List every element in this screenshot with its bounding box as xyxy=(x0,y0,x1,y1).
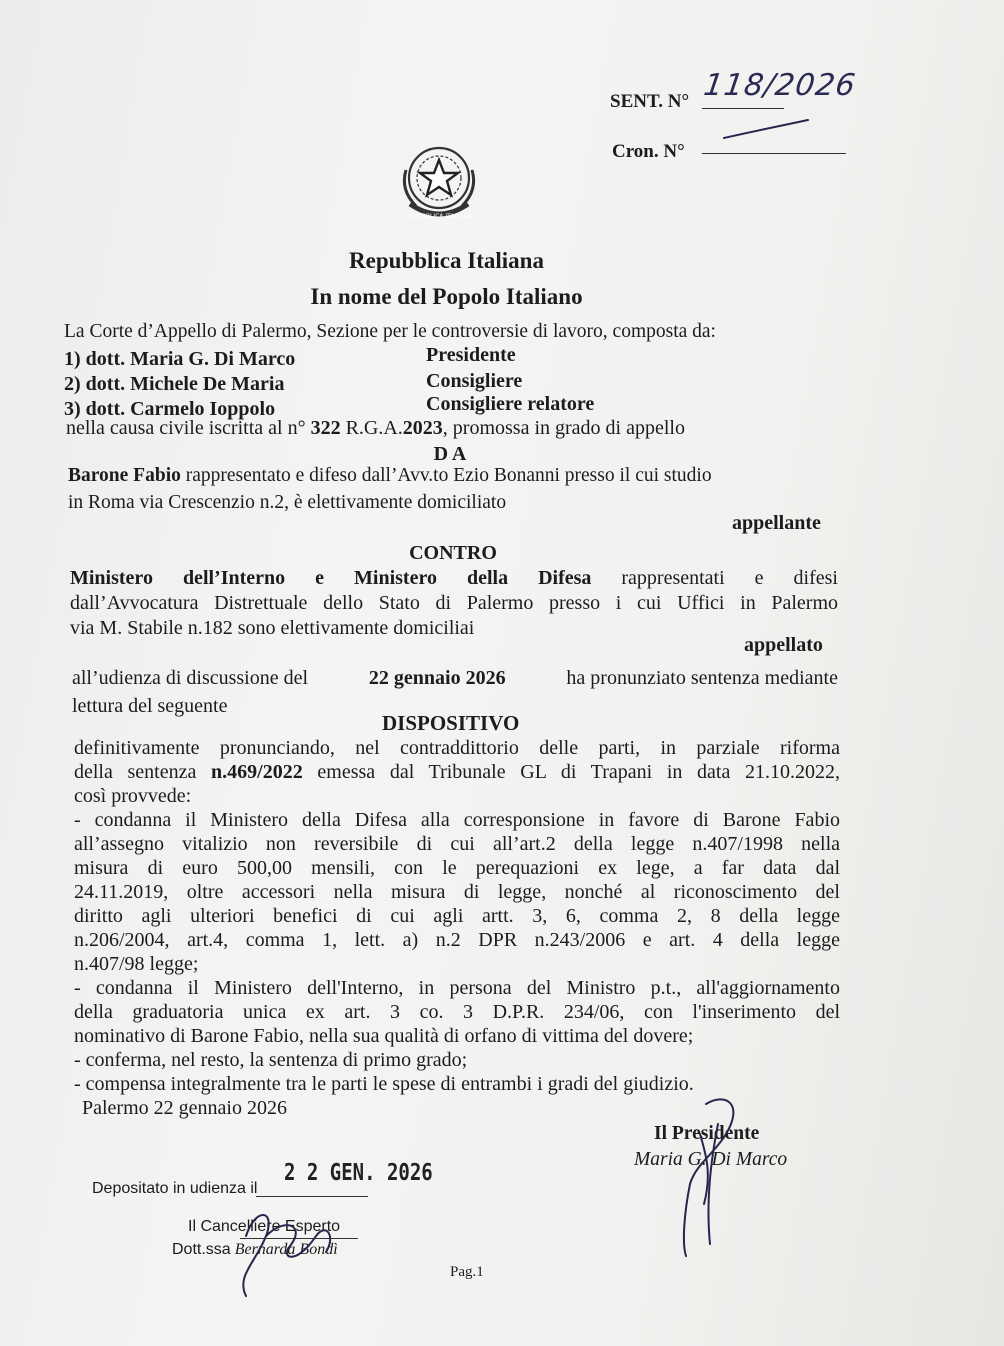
italian-republic-emblem xyxy=(396,140,482,226)
dispositivo-line: diritto agli ulteriori benefici di cui agli artt. 3, 6, comma 2, 8 della legge xyxy=(74,905,840,927)
sent-number-label: SENT. N° xyxy=(610,91,690,112)
judge-2-name: 2) dott. Michele De Maria xyxy=(64,373,285,395)
appellant-line-1: Barone Fabio rappresentato e difeso dall’Avv.to Ezio Bonanni presso il cui studio xyxy=(68,465,712,486)
contro-heading: CONTRO xyxy=(409,542,497,564)
judge-3-name: 3) dott. Carmelo Ioppolo xyxy=(64,398,276,420)
dispositivo-line: n.407/98 legge; xyxy=(74,953,199,975)
sent-number-handwritten: 118/2026 xyxy=(701,68,859,103)
dispositivo-line: - condanna il Ministero della Difesa alla corresponsione in favore di Barone Fabio xyxy=(74,809,840,831)
deposit-label: Depositato in udienza il xyxy=(92,1180,258,1197)
president-title: Il Presidente xyxy=(654,1123,760,1144)
dispositivo-line: della sentenza n.469/2022 emessa dal Tribunale GL di Trapani in data 21.10.2022, xyxy=(74,761,841,783)
title-people: In nome del Popolo Italiano xyxy=(310,284,583,309)
dispositivo-line: n.206/2004, art.4, comma 1, lett. a) n.2 DPR n.243/2006 e art. 4 della legge xyxy=(74,929,840,951)
clerk-name-line: Dott.ssa Bernarda Bondì xyxy=(172,1241,338,1258)
dispositivo-body xyxy=(74,736,840,1120)
dispositivo-heading: DISPOSITIVO xyxy=(382,711,520,735)
dispositivo-line: - conferma, nel resto, la sentenza di primo grado; xyxy=(74,1049,468,1071)
appellee-role: appellato xyxy=(744,634,823,656)
clerk-title: Il Cancelliere Esperto xyxy=(188,1218,341,1235)
dispositivo-line: nominativo di Barone Fabio, nella sua qualità di orfano di vittima del dovere; xyxy=(74,1025,694,1047)
clerk-signature xyxy=(226,1196,366,1306)
page-number: Pag.1 xyxy=(450,1264,484,1280)
case-reference: nella causa civile iscritta al n° 322 R.G.A.2023, promossa in grado di appello xyxy=(66,417,685,439)
hearing-line-1: all’udienza di discussione del 22 gennaio 2026 ha pronunziato sentenza mediante xyxy=(72,667,838,689)
cron-number-underline xyxy=(702,153,846,154)
cron-number-label: Cron. N° xyxy=(612,141,685,162)
president-signature xyxy=(666,1094,756,1264)
dispositivo-line: - compensa integralmente tra le parti le spese di entrambi i gradi del giudizio. xyxy=(74,1073,694,1095)
da-heading: D A xyxy=(433,443,467,465)
dispositivo-line: 24.11.2019, oltre accessori nella misura di legge, nonché al riconoscimento del xyxy=(74,881,840,903)
appellee-line-3: via M. Stabile n.182 sono elettivamente domiciliai xyxy=(70,617,475,639)
deposit-date-stamp: 2 2 GEN. 2026 xyxy=(284,1159,433,1187)
place-and-date: Palermo 22 gennaio 2026 xyxy=(82,1097,287,1119)
appellee-line-2: dall’Avvocatura Distrettuale dello Stato di Palermo presso i cui Uffici in Palermo xyxy=(70,592,838,614)
judge-3-role: Consigliere relatore xyxy=(426,393,595,415)
appellant-role: appellante xyxy=(732,512,821,534)
appellee-line-1: Ministero dell’Interno e Ministero della Difesa rappresentati e difesi xyxy=(70,567,838,589)
judge-1-role: Presidente xyxy=(426,344,516,366)
appellant-line-2: in Roma via Crescenzio n.2, è elettivamente domiciliato xyxy=(68,492,507,513)
hearing-line-2: lettura del seguente xyxy=(72,695,228,717)
dispositivo-line: misura di euro 500,00 mensili, con le perequazioni ex lege, a far data dal xyxy=(74,857,840,879)
title-republic: Repubblica Italiana xyxy=(349,248,544,273)
judge-2-role: Consigliere xyxy=(426,370,523,392)
sent-number-underline xyxy=(702,108,784,109)
dispositivo-line: della graduatoria unica ex art. 3 co. 3 D.P.R. 234/06, con l'inserimento del xyxy=(74,1001,840,1023)
dispositivo-line: all’assegno vitalizio non reversibile di cui all’art.2 della legge n.407/1998 nella xyxy=(74,833,840,855)
dispositivo-line: così provvede: xyxy=(74,785,192,807)
dispositivo-line: definitivamente pronunciando, nel contraddittorio delle parti, in parziale riforma xyxy=(74,737,840,759)
president-name: Maria G. Di Marco xyxy=(634,1149,788,1170)
cron-handwritten-dash xyxy=(720,116,812,142)
judge-1-name: 1) dott. Maria G. Di Marco xyxy=(64,348,296,370)
court-intro: La Corte d’Appello di Palermo, Sezione per le controversie di lavoro, composta da: xyxy=(64,321,716,342)
emblem-ribbon-text: REPUBBLICA ITALIANA xyxy=(405,213,473,220)
dispositivo-line: - condanna il Ministero dell'Interno, in persona del Ministro p.t., all'aggiornamento xyxy=(74,977,840,999)
